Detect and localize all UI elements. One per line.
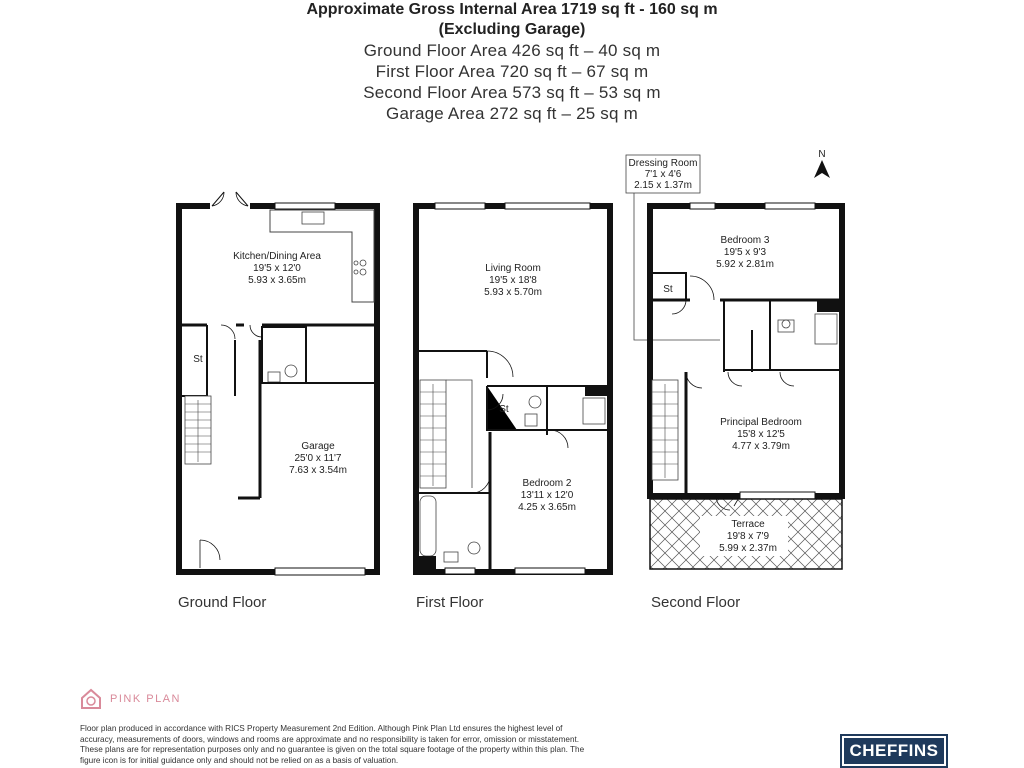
dressing-imperial: 7'1 x 4'6 bbox=[644, 169, 682, 180]
garage-name: Garage bbox=[301, 441, 335, 452]
plan-subtitle: (Excluding Garage) bbox=[438, 21, 586, 38]
terrace-name: Terrace bbox=[731, 519, 765, 530]
first-floor-label: First Floor bbox=[416, 594, 484, 611]
dressing-metric: 2.15 x 1.37m bbox=[634, 180, 692, 191]
cheffins-logo: CHEFFINS bbox=[840, 734, 948, 768]
principal-imperial: 15'8 x 12'5 bbox=[737, 429, 785, 440]
north-arrow-icon bbox=[814, 160, 830, 178]
area-second: Second Floor Area 573 sq ft – 53 sq m bbox=[363, 83, 661, 102]
living-imperial: 19'5 x 18'8 bbox=[489, 275, 537, 286]
ground-floor-plan bbox=[178, 192, 377, 611]
plan-title: Approximate Gross Internal Area 1719 sq ft - 160 sq m bbox=[306, 1, 718, 18]
terrace-metric: 5.99 x 2.37m bbox=[719, 543, 777, 554]
bedroom3-name: Bedroom 3 bbox=[720, 235, 770, 246]
area-first: First Floor Area 720 sq ft – 67 sq m bbox=[375, 62, 649, 81]
terrace-imperial: 19'8 x 7'9 bbox=[726, 531, 770, 542]
second-store-label: St bbox=[663, 284, 673, 295]
principal-metric: 4.77 x 3.79m bbox=[732, 441, 790, 452]
bedroom3-imperial: 19'5 x 9'3 bbox=[723, 247, 767, 258]
area-garage: Garage Area 272 sq ft – 25 sq m bbox=[386, 104, 638, 123]
first-floor-plan bbox=[416, 203, 610, 611]
first-store-label: St bbox=[499, 404, 509, 415]
principal-name: Principal Bedroom bbox=[720, 417, 802, 428]
ground-store-label: St bbox=[193, 354, 203, 365]
ground-floor-label: Ground Floor bbox=[178, 594, 267, 611]
garage-imperial: 25'0 x 11'7 bbox=[294, 453, 342, 464]
kitchen-imperial: 19'5 x 12'0 bbox=[253, 263, 301, 274]
garage-metric: 7.63 x 3.54m bbox=[289, 465, 347, 476]
second-floor-plan bbox=[626, 149, 842, 611]
bedroom2-metric: 4.25 x 3.65m bbox=[518, 502, 576, 513]
living-metric: 5.93 x 5.70m bbox=[484, 287, 542, 298]
pink-plan-logo bbox=[80, 688, 181, 710]
compass-label: N bbox=[818, 149, 826, 160]
kitchen-name: Kitchen/Dining Area bbox=[233, 251, 321, 262]
house-logo-icon bbox=[80, 688, 102, 710]
bedroom2-imperial: 13'11 x 12'0 bbox=[520, 490, 574, 501]
logo-text: PINK PLAN bbox=[110, 693, 181, 705]
dressing-name: Dressing Room bbox=[628, 158, 698, 169]
bedroom3-metric: 5.92 x 2.81m bbox=[716, 259, 774, 270]
disclaimer-text: Floor plan produced in accordance with RICS Property Measurement 2nd Edition. Although Pink Plan Ltd ensures the highest level of accuracy, measurements of doors, windows and rooms are approximate and no responsibility is taken for error, omission or misstatement. These plans are for representation purposes only and no guarantee is given on the total square footage of the property within this plan. The figure icon is for initial guidance only and should not be relied on as a basis of valuation. bbox=[80, 724, 585, 765]
area-ground: Ground Floor Area 426 sq ft – 40 sq m bbox=[363, 41, 661, 60]
bedroom2-name: Bedroom 2 bbox=[522, 478, 572, 489]
second-floor-label: Second Floor bbox=[651, 594, 741, 611]
living-name: Living Room bbox=[485, 263, 541, 274]
kitchen-metric: 5.93 x 3.65m bbox=[248, 275, 306, 286]
